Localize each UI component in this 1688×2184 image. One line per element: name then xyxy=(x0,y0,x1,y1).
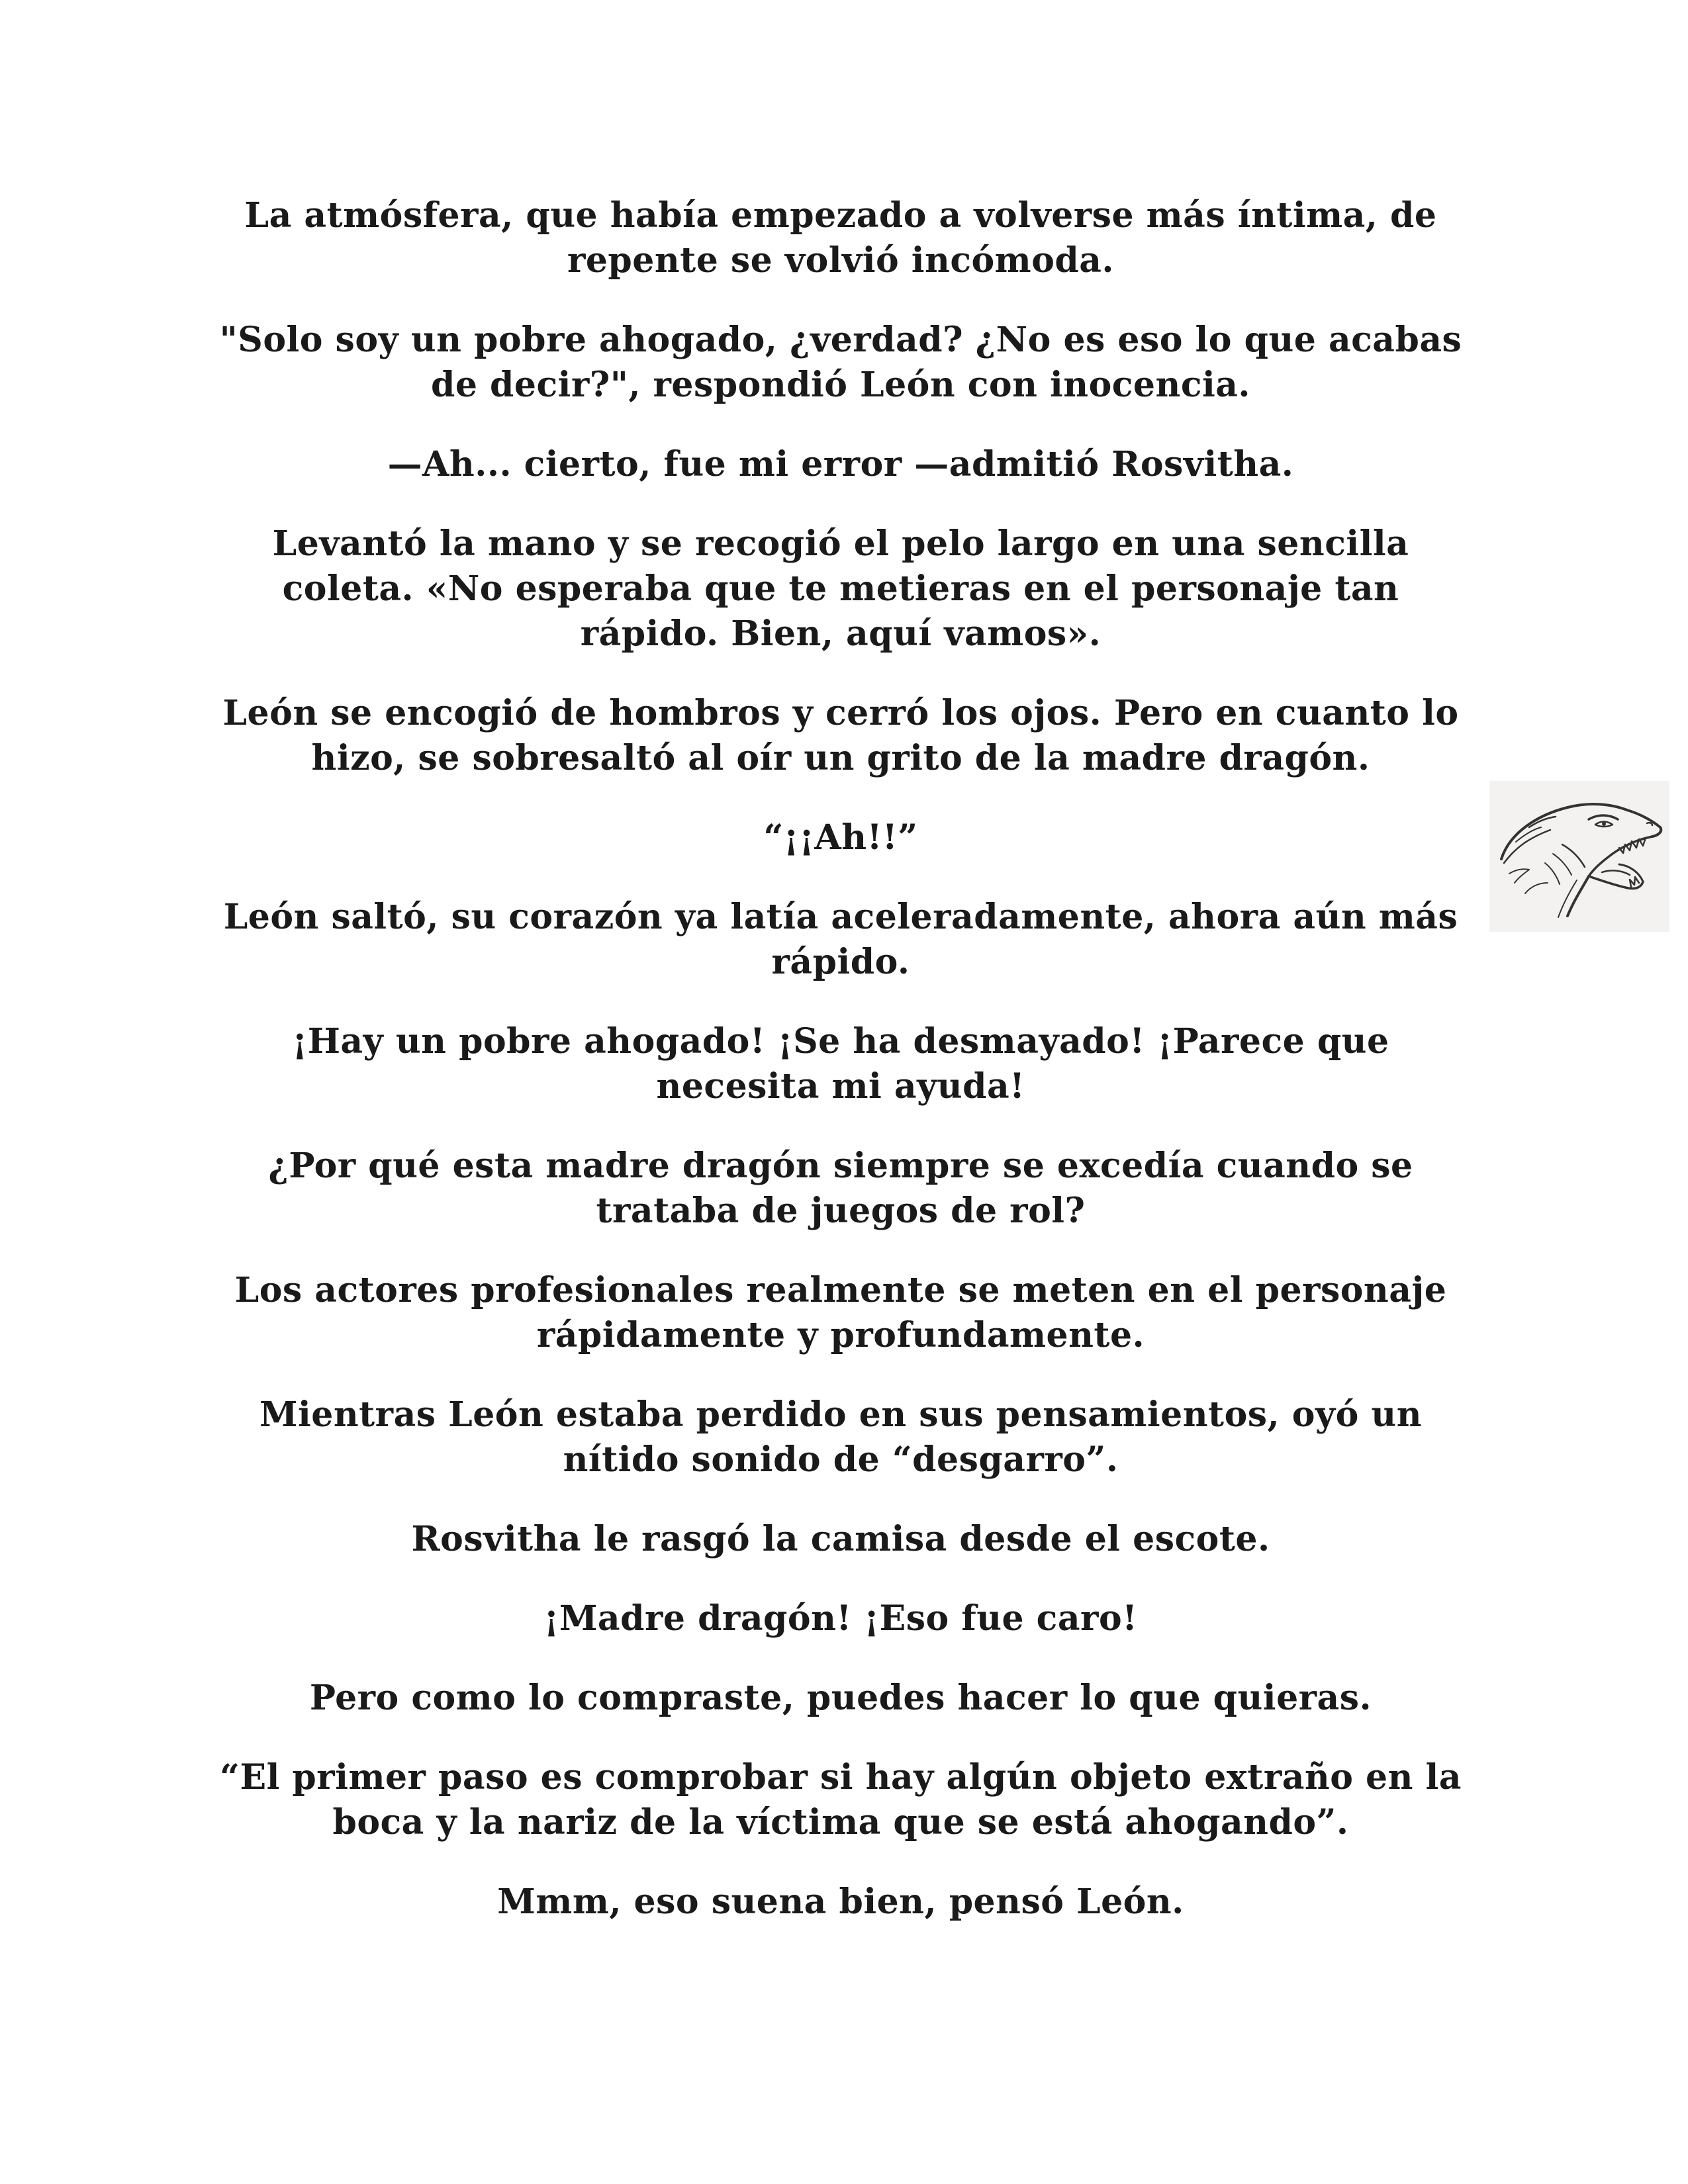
paragraph-13: ¡Madre dragón! ¡Eso fue caro! xyxy=(543,1598,1138,1639)
paragraph-12: Rosvitha le rasgó la camisa desde el escote. xyxy=(411,1519,1270,1559)
paragraph-2: "Solo soy un pobre ahogado, ¿verdad? ¿No es eso lo que acabas de decir?", respondió León con inocencia. xyxy=(219,320,1462,405)
paragraph-8: ¡Hay un pobre ahogado! ¡Se ha desmayado! ¡Parece que necesita mi ayuda! xyxy=(292,1021,1389,1107)
paragraph-4: Levantó la mano y se recogió el pelo largo en una sencilla coleta. «No esperaba que te metieras en el personaje tan rápido. Bien, aquí vamos». xyxy=(272,523,1409,654)
dragon-head-sketch-icon xyxy=(1489,781,1669,932)
paragraph-15: “El primer paso es comprobar si hay algún objeto extraño en la boca y la nariz de la víctima que se está ahogando”. xyxy=(220,1757,1462,1843)
paragraph-3: —Ah... cierto, fue mi error —admitió Rosvitha. xyxy=(387,444,1294,484)
paragraph-16: Mmm, eso suena bien, pensó León. xyxy=(497,1882,1184,1922)
paragraph-9: ¿Por qué esta madre dragón siempre se excedía cuando se trataba de juegos de rol? xyxy=(268,1146,1413,1231)
paragraph-6: “¡¡Ah!!” xyxy=(763,817,918,858)
paragraph-14: Pero como lo compraste, puedes hacer lo que quieras. xyxy=(309,1678,1372,1718)
paragraph-10: Los actores profesionales realmente se meten en el personaje rápidamente y profundamente. xyxy=(234,1270,1447,1355)
paragraph-5: León se encogió de hombros y cerró los ojos. Pero en cuanto lo hizo, se sobresaltó al oír un grito de la madre dragón. xyxy=(222,693,1459,778)
story-text xyxy=(218,193,1463,1959)
paragraph-1: La atmósfera, que había empezado a volverse más íntima, de repente se volvió incómoda. xyxy=(244,195,1437,281)
paragraph-7: León saltó, su corazón ya latía aceleradamente, ahora aún más rápido. xyxy=(223,897,1458,982)
paragraph-11: Mientras León estaba perdido en sus pensamientos, oyó un nítido sonido de “desgarro”. xyxy=(259,1394,1423,1480)
